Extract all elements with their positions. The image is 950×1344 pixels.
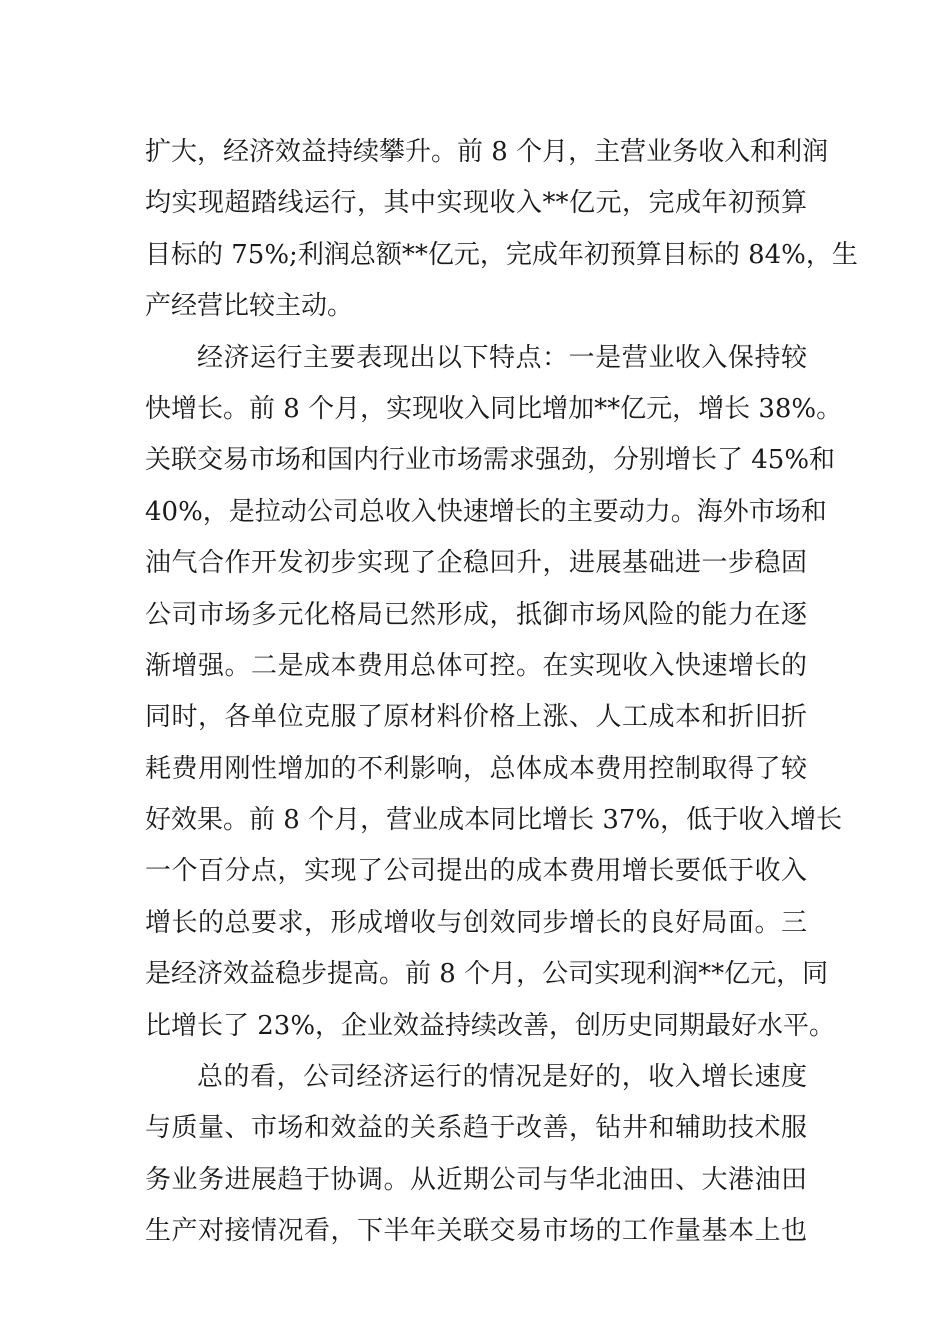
- text-line: 生产对接情况看，下半年关联交易市场的工作量基本上也: [145, 1216, 807, 1247]
- text-line: 产经营比较主动。: [145, 291, 354, 322]
- text-line: 快增长。前 8 个月，实现收入同比增加**亿元，增长 38%。: [145, 393, 843, 424]
- text-line: 比增长了 23%，企业效益持续改善，创历史同期最好水平。: [145, 1010, 836, 1041]
- paragraph-first-line: 经济运行主要表现出以下特点：一是营业收入保持较: [197, 342, 807, 373]
- text-line: 扩大，经济效益持续攀升。前 8 个月，主营业务收入和利润: [145, 137, 829, 167]
- text-line: 耗费用刚性增加的不利影响，总体成本费用控制取得了较: [145, 753, 807, 784]
- text-line: 同时，各单位克服了原材料价格上涨、人工成本和折旧折: [145, 702, 807, 733]
- text-line: 40%，是拉动公司总收入快速增长的主要动力。海外市场和: [145, 496, 827, 527]
- text-line: 油气合作开发初步实现了企稳回升，进展基础进一步稳固: [145, 548, 807, 579]
- text-line: 一个百分点，实现了公司提出的成本费用增长要低于收入: [145, 856, 807, 887]
- text-line: 务业务进展趋于协调。从近期公司与华北油田、大港油田: [145, 1164, 807, 1195]
- paragraph-first-line: 总的看，公司经济运行的情况是好的，收入增长速度: [197, 1062, 807, 1093]
- text-line: 是经济效益稳步提高。前 8 个月，公司实现利润**亿元，同: [145, 959, 829, 990]
- body-text: [145, 127, 858, 1258]
- text-line: 目标的 75%;利润总额**亿元，完成年初预算目标的 84%，生: [145, 239, 858, 270]
- text-line: 渐增强。二是成本费用总体可控。在实现收入快速增长的: [145, 650, 807, 681]
- text-line: 增长的总要求，形成增收与创效同步增长的良好局面。三: [145, 907, 807, 938]
- text-line: 与质量、市场和效益的关系趋于改善，钻井和辅助技术服: [145, 1113, 807, 1144]
- text-line: 均实现超踏线运行，其中实现收入**亿元，完成年初预算: [145, 188, 807, 219]
- text-line: 公司市场多元化格局已然形成，抵御市场风险的能力在逐: [145, 599, 807, 630]
- text-line: 关联交易市场和国内行业市场需求强劲，分别增长了 45%和: [145, 445, 836, 476]
- text-line: 好效果。前 8 个月，营业成本同比增长 37%，低于收入增长: [145, 805, 843, 836]
